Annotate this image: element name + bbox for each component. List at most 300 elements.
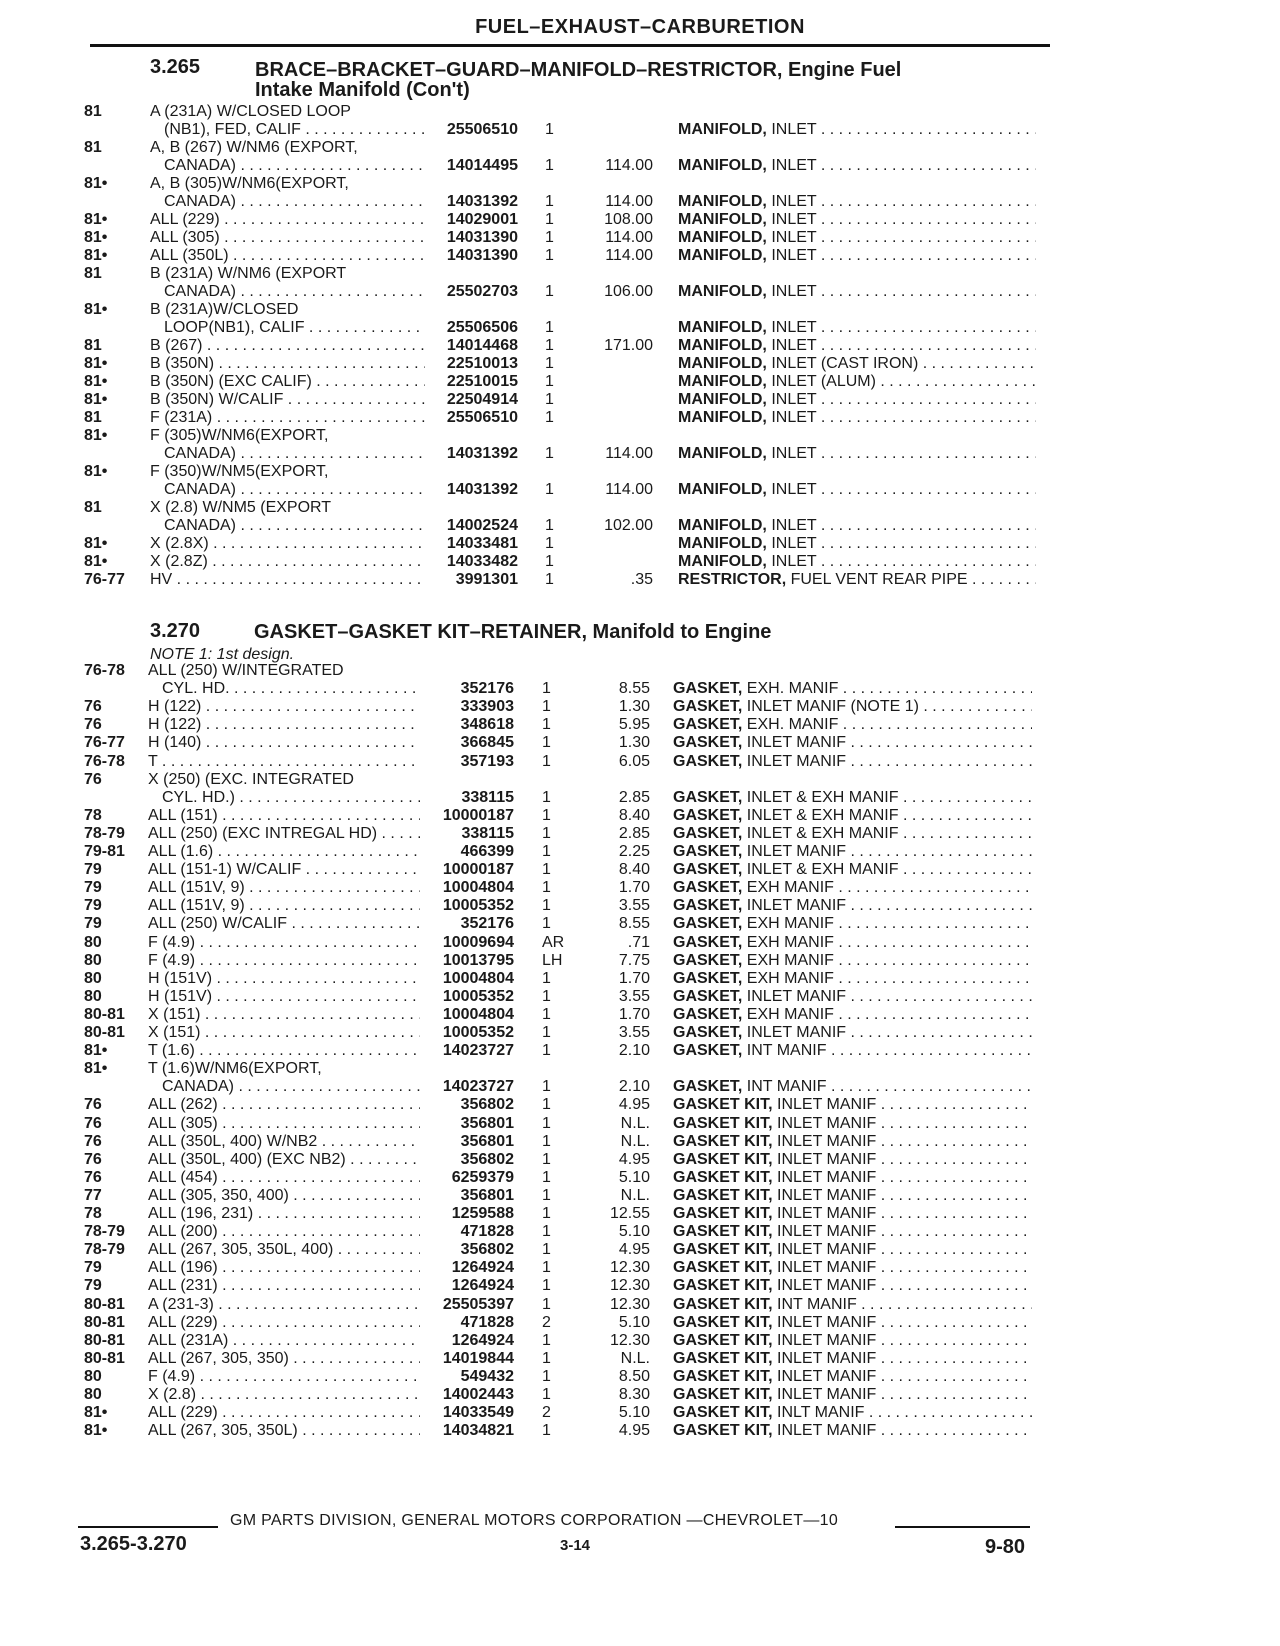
part-name: GASKET KIT, INLET MANIF . . . bbox=[673, 1132, 1032, 1151]
model-year: 79 bbox=[84, 915, 102, 933]
quantity: 1 bbox=[542, 698, 551, 716]
part-number: 14023727 bbox=[442, 1042, 514, 1060]
part-name: GASKET KIT, INLET MANIF . . . bbox=[673, 1150, 1032, 1169]
application-description: A, B (267) W/NM6 (EXPORT, bbox=[150, 139, 358, 156]
list-item bbox=[0, 896, 1280, 915]
new-item-bullet: • bbox=[101, 1422, 108, 1440]
part-name: GASKET, INLET & EXH MANIF . . . bbox=[673, 860, 1032, 879]
model-year: 80-81 bbox=[84, 1331, 125, 1349]
application-description: ALL (231) . . . bbox=[148, 1276, 420, 1295]
price: 1.70 bbox=[618, 1005, 650, 1023]
part-name: GASKET KIT, INLET MANIF . . . bbox=[673, 1385, 1032, 1404]
price: 7.75 bbox=[618, 951, 650, 969]
part-name: GASKET, EXH MANIF . . . bbox=[673, 933, 1032, 952]
model-year: 81 bbox=[84, 337, 102, 354]
application-description: ALL (305) . . . bbox=[148, 1114, 420, 1133]
list-item bbox=[0, 336, 1280, 355]
quantity: 1 bbox=[542, 1005, 551, 1023]
list-item bbox=[0, 1313, 1280, 1332]
part-name: GASKET, INT MANIF . . . bbox=[673, 1041, 1032, 1060]
part-name: RESTRICTOR, FUEL VENT REAR PIPE . . . bbox=[678, 570, 1036, 589]
quantity: 1 bbox=[542, 1205, 551, 1222]
quantity: 1 bbox=[542, 897, 551, 915]
price: 8.55 bbox=[618, 915, 650, 933]
model-year: 79 bbox=[84, 861, 102, 879]
part-number: 14033482 bbox=[446, 553, 518, 570]
new-item-bullet: • bbox=[101, 1042, 108, 1060]
price: 2.10 bbox=[618, 1078, 650, 1096]
model-year: 80-81 bbox=[84, 1005, 125, 1023]
application-description: B (350N) (EXC CALIF) . . . bbox=[150, 372, 425, 391]
list-item bbox=[0, 120, 1280, 139]
quantity: 1 bbox=[542, 1150, 551, 1168]
part-number: 25506510 bbox=[446, 409, 518, 426]
model-year: 81• bbox=[84, 175, 108, 192]
list-item bbox=[0, 914, 1280, 933]
quantity: 1 bbox=[542, 1386, 551, 1403]
price: 114.00 bbox=[605, 229, 653, 246]
header-title: FUEL–EXHAUST–CARBURETION bbox=[475, 16, 805, 38]
application-description: ALL (250) W/CALIF . . . bbox=[148, 914, 420, 933]
part-name: MANIFOLD, INLET . . . bbox=[678, 336, 1036, 355]
quantity: 1 bbox=[542, 1078, 551, 1096]
quantity: 1 bbox=[545, 553, 554, 570]
list-item bbox=[0, 372, 1280, 391]
quantity: 1 bbox=[542, 806, 551, 824]
list-item bbox=[0, 1204, 1280, 1223]
model-year: 76 bbox=[84, 1096, 102, 1114]
part-name: MANIFOLD, INLET . . . bbox=[678, 318, 1036, 337]
section-title: GASKET–GASKET KIT–RETAINER, Manifold to Engine bbox=[254, 621, 772, 643]
list-item bbox=[0, 1240, 1280, 1259]
part-number: 10004804 bbox=[442, 879, 514, 897]
part-number: 10004804 bbox=[442, 969, 514, 987]
model-year: 81• bbox=[84, 247, 108, 264]
application-description: CYL. HD.) . . . bbox=[162, 788, 420, 807]
new-item-bullet: • bbox=[101, 229, 108, 246]
quantity: 1 bbox=[542, 1295, 551, 1313]
part-number: 14029001 bbox=[446, 211, 518, 228]
note: NOTE 1: 1st design. bbox=[150, 646, 295, 663]
model-year: 81• bbox=[84, 355, 108, 372]
price: 1.70 bbox=[618, 969, 650, 987]
quantity: 1 bbox=[545, 229, 554, 246]
list-item bbox=[0, 390, 1280, 409]
model-year: 79 bbox=[84, 897, 102, 915]
application-description: ALL (350L, 400) (EXC NB2) . . . bbox=[148, 1150, 420, 1169]
list-item bbox=[0, 498, 1280, 517]
list-item bbox=[0, 534, 1280, 553]
list-item bbox=[0, 1222, 1280, 1241]
model-year: 81• bbox=[84, 301, 108, 318]
application-description: LOOP(NB1), CALIF . . . bbox=[164, 318, 425, 337]
price: 8.40 bbox=[618, 861, 650, 879]
list-item bbox=[0, 788, 1280, 807]
list-item bbox=[0, 246, 1280, 265]
list-item bbox=[0, 824, 1280, 843]
price: 12.30 bbox=[609, 1277, 650, 1295]
part-name: GASKET, EXH MANIF . . . bbox=[673, 1005, 1032, 1024]
model-year: 81• bbox=[84, 553, 108, 570]
part-name: MANIFOLD, INLET . . . bbox=[678, 552, 1036, 571]
part-number: 357193 bbox=[460, 752, 514, 770]
application-description: (NB1), FED, CALIF . . . bbox=[164, 120, 425, 139]
model-year: 79 bbox=[84, 1259, 102, 1277]
quantity: 1 bbox=[545, 283, 554, 300]
application-description: X (151) . . . bbox=[148, 1005, 420, 1024]
part-number: 14031390 bbox=[446, 247, 518, 264]
section-title-line1: BRACE–BRACKET–GUARD–MANIFOLD–RESTRICTOR, Engine Fuel bbox=[255, 59, 902, 81]
price: N.L. bbox=[620, 1186, 650, 1204]
model-year: 80 bbox=[84, 951, 102, 969]
price: 2.85 bbox=[618, 824, 650, 842]
quantity: 1 bbox=[542, 1223, 551, 1241]
new-item-bullet: • bbox=[101, 211, 108, 228]
new-item-bullet: • bbox=[101, 535, 108, 552]
part-name: GASKET, INLET & EXH MANIF . . . bbox=[673, 788, 1032, 807]
price: 5.95 bbox=[618, 716, 650, 734]
list-item bbox=[0, 806, 1280, 825]
application-description: F (305)W/NM6(EXPORT, bbox=[150, 427, 329, 444]
model-year: 76 bbox=[84, 1168, 102, 1186]
list-item bbox=[0, 318, 1280, 337]
list-item bbox=[0, 102, 1280, 121]
model-year: 81 bbox=[84, 265, 102, 282]
quantity: 1 bbox=[542, 680, 551, 698]
part-name: MANIFOLD, INLET . . . bbox=[678, 246, 1036, 265]
part-number: 10004804 bbox=[442, 1005, 514, 1023]
list-item bbox=[0, 264, 1280, 283]
price: 2.10 bbox=[618, 1042, 650, 1060]
application-description: ALL (250) W/INTEGRATED bbox=[148, 662, 344, 679]
application-description: ALL (151) . . . bbox=[148, 806, 420, 825]
list-item bbox=[0, 300, 1280, 319]
part-number: 14031392 bbox=[446, 481, 518, 498]
model-year: 76-77 bbox=[84, 571, 125, 588]
list-item bbox=[0, 842, 1280, 861]
application-description: ALL (229) . . . bbox=[148, 1313, 420, 1332]
part-name: GASKET KIT, INLET MANIF . . . bbox=[673, 1114, 1032, 1133]
application-description: ALL (151V, 9) . . . bbox=[148, 896, 420, 915]
quantity: 1 bbox=[542, 1186, 551, 1204]
model-year: 80-81 bbox=[84, 1295, 125, 1313]
application-description: ALL (200) . . . bbox=[148, 1222, 420, 1241]
list-item bbox=[0, 210, 1280, 229]
application-description: ALL (262) . . . bbox=[148, 1095, 420, 1114]
application-description: T (1.6)W/NM6(EXPORT, bbox=[148, 1060, 322, 1078]
application-description: ALL (229) . . . bbox=[148, 1403, 420, 1422]
footer-section-range: 3.265-3.270 bbox=[80, 1533, 187, 1555]
quantity: 1 bbox=[542, 752, 551, 770]
price: 4.95 bbox=[618, 1150, 650, 1168]
model-year: 80 bbox=[84, 969, 102, 987]
part-number: 3991301 bbox=[455, 571, 518, 588]
part-number: 25502703 bbox=[446, 283, 518, 300]
footer-date: 9-80 bbox=[985, 1536, 1026, 1558]
application-description: X (2.8) W/NM5 (EXPORT bbox=[150, 499, 332, 516]
part-number: 14031392 bbox=[446, 445, 518, 462]
part-number: 1264924 bbox=[451, 1331, 514, 1349]
new-item-bullet: • bbox=[101, 301, 108, 318]
application-description: ALL (267, 305, 350L, 400) . . . bbox=[148, 1240, 420, 1259]
model-year: 76 bbox=[84, 698, 102, 716]
part-name: MANIFOLD, INLET . . . bbox=[678, 444, 1036, 463]
part-number: 348618 bbox=[460, 716, 514, 734]
model-year: 79-81 bbox=[84, 843, 125, 860]
part-number: 366845 bbox=[460, 734, 514, 752]
application-description: ALL (229) . . . bbox=[150, 210, 425, 229]
list-item bbox=[0, 426, 1280, 445]
part-name: MANIFOLD, INLET . . . bbox=[678, 228, 1036, 247]
part-number: 10000187 bbox=[442, 806, 514, 824]
model-year: 81• bbox=[84, 229, 108, 246]
part-number: 10009694 bbox=[442, 933, 514, 951]
quantity: 1 bbox=[542, 1096, 551, 1114]
model-year: 79 bbox=[84, 1277, 102, 1295]
new-item-bullet: • bbox=[101, 373, 108, 390]
model-year: 78 bbox=[84, 806, 102, 824]
new-item-bullet: • bbox=[101, 553, 108, 570]
model-year: 80 bbox=[84, 933, 102, 951]
price: 3.55 bbox=[618, 1024, 650, 1041]
application-description: B (350N) . . . bbox=[150, 354, 425, 373]
part-number: 14031390 bbox=[446, 229, 518, 246]
price: 108.00 bbox=[604, 211, 653, 228]
list-item bbox=[0, 770, 1280, 789]
application-description: ALL (350L) . . . bbox=[150, 246, 425, 265]
price: 4.95 bbox=[618, 1096, 650, 1114]
application-description: ALL (350L, 400) W/NB2 . . . bbox=[148, 1132, 420, 1151]
quantity: 1 bbox=[545, 157, 554, 174]
new-item-bullet: • bbox=[101, 247, 108, 264]
list-item bbox=[0, 354, 1280, 373]
part-number: 25506506 bbox=[446, 319, 518, 336]
new-item-bullet: • bbox=[101, 427, 108, 444]
part-number: 10005352 bbox=[442, 987, 514, 1005]
model-year: 81• bbox=[84, 1042, 108, 1060]
model-year: 76 bbox=[84, 1150, 102, 1168]
part-name: GASKET KIT, INLET MANIF . . . bbox=[673, 1186, 1032, 1205]
list-item bbox=[0, 228, 1280, 247]
quantity: 2 bbox=[542, 1404, 551, 1422]
model-year: 76-78 bbox=[84, 662, 125, 679]
application-description: H (151V) . . . bbox=[148, 987, 420, 1006]
price: N.L. bbox=[620, 1132, 650, 1150]
quantity: 1 bbox=[542, 1024, 551, 1041]
quantity: 1 bbox=[545, 193, 554, 210]
part-name: GASKET KIT, INLET MANIF . . . bbox=[673, 1222, 1032, 1241]
part-number: 25505397 bbox=[442, 1295, 514, 1313]
part-name: GASKET KIT, INLET MANIF . . . bbox=[673, 1095, 1032, 1114]
part-name: GASKET, INLET & EXH MANIF . . . bbox=[673, 806, 1032, 825]
quantity: 1 bbox=[545, 391, 554, 408]
footer-page-number: 3-14 bbox=[560, 1537, 591, 1554]
list-item bbox=[0, 1095, 1280, 1114]
quantity: 1 bbox=[542, 1367, 551, 1385]
list-item bbox=[0, 1005, 1280, 1024]
quantity: 1 bbox=[542, 861, 551, 879]
footer-corporation: GM PARTS DIVISION, GENERAL MOTORS CORPORATION —CHEVROLET—10 bbox=[230, 1512, 839, 1529]
price: 5.10 bbox=[618, 1313, 650, 1331]
application-description: A (231-3) . . . bbox=[148, 1295, 420, 1314]
application-description: T (1.6) . . . bbox=[148, 1041, 420, 1060]
quantity: 1 bbox=[545, 517, 554, 534]
price: 6.05 bbox=[618, 752, 650, 770]
list-item bbox=[0, 444, 1280, 463]
model-year: 81 bbox=[84, 499, 102, 516]
model-year: 81• bbox=[84, 535, 108, 552]
list-item bbox=[0, 715, 1280, 734]
part-number: 22504914 bbox=[446, 391, 518, 408]
quantity: 1 bbox=[542, 843, 551, 860]
part-number: 356802 bbox=[460, 1241, 514, 1259]
part-name: GASKET, INLET & EXH MANIF . . . bbox=[673, 824, 1032, 843]
application-description: CANADA) . . . bbox=[164, 516, 425, 535]
new-item-bullet: • bbox=[101, 1404, 108, 1422]
part-name: GASKET, EXH MANIF . . . bbox=[673, 951, 1032, 970]
list-item bbox=[0, 1349, 1280, 1368]
list-item bbox=[0, 1168, 1280, 1187]
price: 114.00 bbox=[605, 193, 653, 210]
application-description: H (122) . . . bbox=[148, 715, 420, 734]
list-item bbox=[0, 1077, 1280, 1096]
list-item bbox=[0, 1295, 1280, 1314]
quantity: 1 bbox=[542, 1114, 551, 1132]
part-number: 22510013 bbox=[446, 355, 518, 372]
part-name: GASKET, INLET MANIF . . . bbox=[673, 896, 1032, 915]
quantity: 1 bbox=[545, 535, 554, 552]
model-year: 80-81 bbox=[84, 1313, 125, 1331]
price: .35 bbox=[630, 571, 653, 588]
quantity: 1 bbox=[542, 1168, 551, 1186]
list-item bbox=[0, 951, 1280, 970]
list-item bbox=[0, 1367, 1280, 1386]
quantity: 1 bbox=[542, 716, 551, 734]
application-description: F (4.9) . . . bbox=[148, 933, 420, 952]
list-item bbox=[0, 138, 1280, 157]
part-number: 356802 bbox=[460, 1150, 514, 1168]
quantity: 1 bbox=[542, 1277, 551, 1295]
price: 3.55 bbox=[618, 987, 650, 1005]
list-item bbox=[0, 408, 1280, 427]
part-name: GASKET KIT, INLET MANIF . . . bbox=[673, 1204, 1032, 1223]
model-year: 79 bbox=[84, 879, 102, 897]
price: 12.55 bbox=[609, 1205, 650, 1222]
model-year: 81• bbox=[84, 211, 108, 228]
part-number: 1259588 bbox=[451, 1205, 514, 1222]
model-year: 81• bbox=[84, 1404, 108, 1422]
list-item bbox=[0, 752, 1280, 771]
part-name: GASKET, EXH MANIF . . . bbox=[673, 914, 1032, 933]
header-rule bbox=[90, 44, 1050, 47]
part-name: MANIFOLD, INLET (ALUM) . . . bbox=[678, 372, 1036, 391]
quantity: 1 bbox=[545, 373, 554, 390]
quantity: 1 bbox=[545, 319, 554, 336]
part-number: 10000187 bbox=[442, 861, 514, 879]
part-name: GASKET KIT, INLET MANIF . . . bbox=[673, 1349, 1032, 1368]
part-name: GASKET, EXH. MANIF . . . bbox=[673, 679, 1032, 698]
part-name: MANIFOLD, INLET . . . bbox=[678, 408, 1036, 427]
part-name: GASKET KIT, INLET MANIF . . . bbox=[673, 1313, 1032, 1332]
part-number: 25506510 bbox=[446, 121, 518, 138]
list-item bbox=[0, 1331, 1280, 1350]
quantity: 1 bbox=[542, 1241, 551, 1259]
model-year: 76 bbox=[84, 770, 102, 788]
price: 3.55 bbox=[618, 897, 650, 915]
part-name: GASKET KIT, INLET MANIF . . . bbox=[673, 1276, 1032, 1295]
part-number: 333903 bbox=[460, 698, 514, 716]
model-year: 80 bbox=[84, 1367, 102, 1385]
list-item bbox=[0, 1186, 1280, 1205]
quantity: 1 bbox=[545, 409, 554, 426]
quantity: LH bbox=[542, 951, 563, 969]
part-name: GASKET, INLET MANIF . . . bbox=[673, 987, 1032, 1006]
application-description: HV . . . bbox=[150, 570, 425, 589]
list-item bbox=[0, 860, 1280, 879]
part-name: GASKET, INT MANIF . . . bbox=[673, 1077, 1032, 1096]
part-name: MANIFOLD, INLET . . . bbox=[678, 390, 1036, 409]
quantity: 1 bbox=[545, 571, 554, 588]
model-year: 78-79 bbox=[84, 1241, 125, 1259]
part-number: 471828 bbox=[460, 1223, 514, 1241]
part-number: 14014468 bbox=[446, 337, 518, 354]
part-number: 10005352 bbox=[442, 897, 514, 915]
list-item bbox=[0, 1041, 1280, 1060]
part-name: GASKET, INLET MANIF . . . bbox=[673, 752, 1032, 771]
application-description: ALL (196, 231) . . . bbox=[148, 1204, 420, 1223]
quantity: 1 bbox=[542, 1259, 551, 1277]
list-item bbox=[0, 462, 1280, 481]
part-name: GASKET KIT, INLET MANIF . . . bbox=[673, 1258, 1032, 1277]
price: 106.00 bbox=[604, 283, 653, 300]
application-description: ALL (305) . . . bbox=[150, 228, 425, 247]
part-name: MANIFOLD, INLET . . . bbox=[678, 534, 1036, 553]
quantity: 1 bbox=[545, 337, 554, 354]
new-item-bullet: • bbox=[101, 175, 108, 192]
new-item-bullet: • bbox=[101, 355, 108, 372]
application-description: CANADA) . . . bbox=[164, 480, 425, 499]
price: 1.70 bbox=[618, 879, 650, 897]
model-year: 76 bbox=[84, 1114, 102, 1132]
list-item bbox=[0, 480, 1280, 499]
quantity: 2 bbox=[542, 1313, 551, 1331]
list-item bbox=[0, 878, 1280, 897]
model-year: 76 bbox=[84, 716, 102, 734]
application-description: CYL. HD. . . . bbox=[162, 679, 420, 698]
quantity: 1 bbox=[545, 121, 554, 138]
list-item bbox=[0, 1059, 1280, 1078]
quantity: 1 bbox=[545, 355, 554, 372]
model-year: 80-81 bbox=[84, 1024, 125, 1041]
application-description: B (231A) W/NM6 (EXPORT bbox=[150, 265, 347, 282]
quantity: 1 bbox=[542, 734, 551, 752]
application-description: B (267) . . . bbox=[150, 336, 425, 355]
model-year: 81 bbox=[84, 139, 102, 156]
section-title-line2: Intake Manifold (Con't) bbox=[255, 79, 470, 101]
quantity: 1 bbox=[542, 987, 551, 1005]
application-description: B (350N) W/CALIF . . . bbox=[150, 390, 425, 409]
price: N.L. bbox=[620, 1114, 650, 1132]
part-number: 14031392 bbox=[446, 193, 518, 210]
quantity: 1 bbox=[542, 1132, 551, 1150]
part-number: 14014495 bbox=[446, 157, 518, 174]
model-year: 80 bbox=[84, 987, 102, 1005]
part-name: GASKET, INLET MANIF . . . bbox=[673, 842, 1032, 861]
part-number: 356802 bbox=[460, 1096, 514, 1114]
model-year: 81 bbox=[84, 409, 102, 426]
list-item bbox=[0, 933, 1280, 952]
price: 114.00 bbox=[605, 481, 653, 498]
